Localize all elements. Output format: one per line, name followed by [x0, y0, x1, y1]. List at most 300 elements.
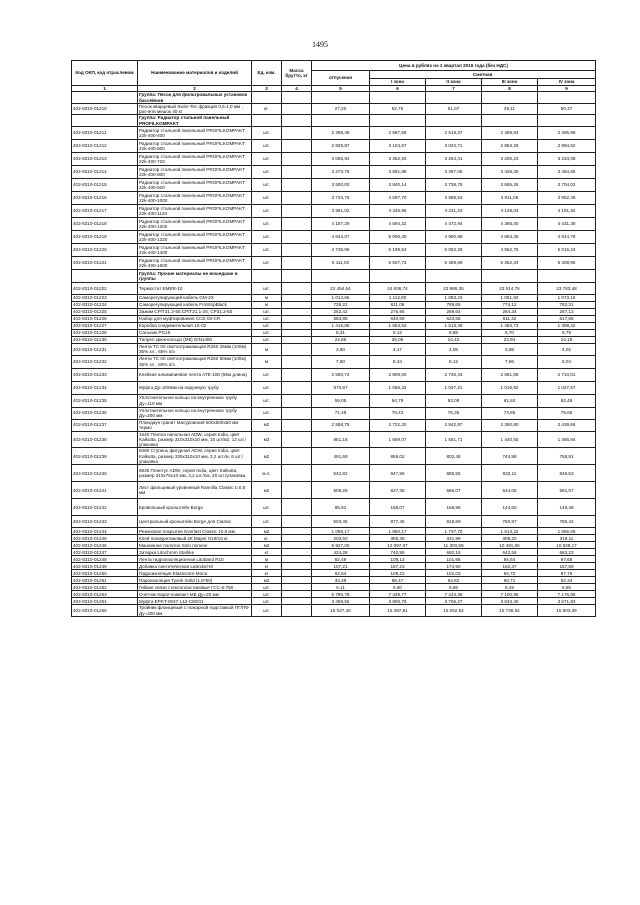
zone1-price: 16 487,81 [370, 605, 426, 617]
zone1-price: 2 722,20 [370, 419, 426, 431]
item-name: Счетчик Карат-компакт-МБ Ду=20 мм [138, 591, 252, 598]
release-price: 542,82 [312, 465, 370, 482]
item-unit: шт. [252, 191, 282, 204]
zone1-price: 859,02 [370, 448, 426, 465]
zone1-price: 64,79 [370, 394, 426, 407]
zone4-price: 3 234,08 [538, 152, 596, 165]
release-price: 1 065,17 [312, 528, 370, 535]
item-name: Радиатор стальной панельный PROFILKOMPAKT 22k-400-1000 [138, 191, 252, 204]
zone1-price: 12 097,07 [370, 542, 426, 549]
item-name: Лента ТС 00 светоотражающая R250 50мм (100м) 35% хл , 65% п/э [138, 355, 252, 368]
item-code: 402-8310-01215 [72, 178, 138, 191]
item-mass [282, 243, 312, 256]
zone1-price: 3 591,88 [370, 165, 426, 178]
zone1-price: 5 095,40 [370, 230, 426, 243]
zone3-price: 760,97 [482, 516, 538, 528]
item-name: Радиатор стальной панельный PROFILKOMPAKT 22k-400-800 [138, 165, 252, 178]
zone4-cell [538, 269, 596, 282]
release-price: 3 469,56 [312, 598, 370, 605]
col-number: 9 [538, 86, 596, 92]
item-mass [282, 516, 312, 528]
item-unit: м [252, 355, 282, 368]
table-row [72, 294, 596, 301]
zone4-price: 1 665,06 [538, 528, 596, 535]
item-name: Гибкие связи стеклопластиковые ГСС-6-750 [138, 584, 252, 591]
zone1-price: 168,07 [370, 499, 426, 516]
zone2-price: 3 706,27 [426, 598, 482, 605]
header-zone-4: IV зона [538, 79, 596, 86]
zone1-price: 4,17 [370, 343, 426, 355]
item-mass [282, 549, 312, 556]
zone3-price: 2 681,65 [482, 368, 538, 381]
zone3-price: 50,71 [482, 577, 538, 584]
zone1-price: 109,13 [370, 556, 426, 563]
table-row [72, 549, 596, 556]
zone4-price: 785,42 [538, 516, 596, 528]
zone1-price: 5 607,73 [370, 256, 426, 269]
col-number: 1 [72, 86, 138, 92]
code-cell [72, 269, 138, 282]
item-unit: шт. [252, 591, 282, 598]
release-price: 2 358,46 [312, 126, 370, 139]
item-mass [282, 563, 312, 570]
item-unit: шт. [252, 217, 282, 230]
zone3-price: 162,37 [482, 563, 538, 570]
table-row [72, 368, 596, 381]
item-unit: шт. [252, 282, 282, 294]
item-name: Лист фальцевый уровневый Rannilla Classic t=0,5 мм [138, 482, 252, 499]
item-mass [282, 256, 312, 269]
zone2-price: 3 264,41 [426, 152, 482, 165]
zone1-price: 78,43 [370, 407, 426, 419]
zone4-price: 50,37 [538, 103, 596, 115]
zone4-price: 5 408,96 [538, 256, 596, 269]
item-code: 402-8310-01221 [72, 256, 138, 269]
item-code: 402-8310-01252 [72, 584, 138, 591]
item-mass [282, 482, 312, 499]
item-unit: м [252, 294, 282, 301]
item-unit: кг [252, 549, 282, 556]
item-unit: кг [252, 570, 282, 577]
zone3-cell [482, 269, 538, 282]
item-name: Коробка соединительная 1S-02 [138, 322, 252, 329]
item-mass [282, 556, 312, 563]
zone4-price: 10 828,17 [538, 542, 596, 549]
item-name: Талреп крюк-кольцо (M6) DIN1480 [138, 336, 252, 343]
release-price: 252,42 [312, 308, 370, 315]
header-estimate-price: Сметная [370, 71, 596, 79]
zone1-price: 740,95 [370, 549, 426, 556]
zone3-price: 822,11 [482, 465, 538, 482]
zone1-cell [370, 269, 426, 282]
table-row [72, 343, 596, 355]
zone3-price: 7 100,95 [482, 591, 538, 598]
zone1-price: 811,06 [370, 301, 426, 308]
release-price: 4 187,29 [312, 217, 370, 230]
zone3-price: 744,98 [482, 448, 538, 465]
item-code: 402-8310-01237 [72, 419, 138, 431]
release-price: 951,18 [312, 431, 370, 448]
table-row [72, 584, 596, 591]
release-price: 2 560,74 [312, 368, 370, 381]
zone4-price: 1 073,16 [538, 294, 596, 301]
zone1-cell [370, 115, 426, 127]
item-name: Затирка Litochrom Starlike [138, 549, 252, 556]
table-row [72, 570, 596, 577]
item-mass [282, 499, 312, 516]
item-mass [282, 315, 312, 322]
zone3-price: 4 148,04 [482, 204, 538, 217]
zone4-price: 1 499,42 [538, 322, 596, 329]
item-code: 402-8310-01230 [72, 336, 138, 343]
item-unit: шт. [252, 329, 282, 336]
zone2-price: 5 062,28 [426, 243, 482, 256]
zone1-price: 3 104,67 [370, 139, 426, 152]
release-price: 3,80 [312, 343, 370, 355]
item-name: Радиатор стальной панельный PROFILKOMPAKT 22k-400-1400 [138, 243, 252, 256]
zone1-price: 1 554,52 [370, 322, 426, 329]
release-price: 3 734,75 [312, 191, 370, 204]
table-row [72, 482, 596, 499]
item-mass [282, 301, 312, 308]
item-code: 402-8310-01248 [72, 556, 138, 563]
zone2-price: 789,65 [426, 301, 482, 308]
zone3-cell [482, 92, 538, 104]
item-name: Уплотнительное кольцо на внутреннюю трубу Ду=200 мм [138, 407, 252, 419]
table-row [72, 556, 596, 563]
table-row [72, 535, 596, 542]
zone2-price: 623,68 [426, 315, 482, 322]
zone4-price: 3 464,56 [538, 165, 596, 178]
zone1-price: 2 587,58 [370, 126, 426, 139]
item-code: 402-8310-01251 [72, 577, 138, 584]
zone2-price: 7 243,36 [426, 591, 482, 598]
table-row [72, 256, 596, 269]
item-unit: шт. [252, 381, 282, 394]
zone4-cell [538, 115, 596, 127]
mass-cell [282, 269, 312, 282]
release-price: 5 111,02 [312, 256, 370, 269]
item-mass [282, 407, 312, 419]
zone2-price: 3 497,06 [426, 165, 482, 178]
zone4-price: 318,11 [538, 535, 596, 542]
item-name: Радиатор стальной панельный PROFILKOMPAKT 22k-400-720 [138, 152, 252, 165]
zone4-price: 24,19 [538, 336, 596, 343]
zone4-price: 768,91 [538, 448, 596, 465]
item-code: 402-8310-01211 [72, 126, 138, 139]
item-mass [282, 178, 312, 191]
item-name: Уплотнительное кольцо на внутреннюю трубу Ду=110 мм [138, 394, 252, 407]
release-price: 970,97 [312, 381, 370, 394]
table-row [72, 542, 596, 549]
item-unit: шт. [252, 322, 282, 329]
zone2-price: 692,16 [426, 549, 482, 556]
release-price: 3 500,00 [312, 178, 370, 191]
release-price: 1 416,85 [312, 322, 370, 329]
zone3-price: 3,98 [482, 343, 538, 355]
release-price: 2 829,87 [312, 139, 370, 152]
release-price: 3 273,75 [312, 165, 370, 178]
zone3-price: 10 491,06 [482, 542, 538, 549]
item-code: 402-8310-01217 [72, 204, 138, 217]
item-name: Плиндаун гранит Масуровский 500х500х50 мм термо [138, 419, 252, 431]
table-row [72, 315, 596, 322]
zone3-price: 8,70 [482, 329, 538, 336]
item-code: 402-8310-01255 [72, 605, 138, 617]
zone2-price: 51,07 [426, 103, 482, 115]
col-number: 7 [426, 86, 482, 92]
table-row [72, 394, 596, 407]
release-price: 22 454,54 [312, 282, 370, 294]
zone2-price: 819,69 [426, 516, 482, 528]
table-row [72, 103, 596, 115]
item-unit: шт. [252, 204, 282, 217]
zone3-cell [482, 115, 538, 127]
zone4-price: 23 763,48 [538, 282, 596, 294]
zone4-price: 8,04 [538, 355, 596, 368]
zone3-price: 15 736,94 [482, 605, 538, 617]
code-cell [72, 115, 138, 127]
item-mass [282, 419, 312, 431]
zone2-price: 3 738,76 [426, 178, 482, 191]
zone2-price: 23 986,35 [426, 282, 482, 294]
release-price: 509,25 [312, 482, 370, 499]
item-unit: м2 [252, 431, 282, 448]
release-price: 27,20 [312, 103, 370, 115]
item-unit: шт. [252, 230, 282, 243]
item-mass [282, 605, 312, 617]
item-name: Радиатор стальной панельный PROFILKOMPAKT 22k-400-920 [138, 178, 252, 191]
zone1-price: 24 636,74 [370, 282, 426, 294]
item-mass [282, 230, 312, 243]
item-mass [282, 577, 312, 584]
mass-cell [282, 115, 312, 127]
zone1-price: 2 809,60 [370, 368, 426, 381]
zone4-price: 3 952,46 [538, 191, 596, 204]
item-mass [282, 343, 312, 355]
zone2-price: 8,12 [426, 355, 482, 368]
zone3-price: 4 385,00 [482, 217, 538, 230]
item-mass [282, 336, 312, 343]
zone2-price: 16 052,54 [426, 605, 482, 617]
zone2-price: 1 513,48 [426, 322, 482, 329]
zone1-price: 7 439,77 [370, 591, 426, 598]
item-name: Саморегулирующий кабель GM-2X [138, 294, 252, 301]
zone2-cell [426, 115, 482, 127]
table-row [72, 563, 596, 570]
item-unit: м.п. [252, 465, 282, 482]
zone2-price: 1 737,70 [426, 528, 482, 535]
zone3-price: 94,72 [482, 570, 538, 577]
item-mass [282, 535, 312, 542]
item-code: 402-8310-01223 [72, 294, 138, 301]
item-unit: м2 [252, 542, 282, 549]
zone2-price: 54,62 [426, 577, 482, 584]
mass-cell [282, 92, 312, 104]
zone1-price: 1 669,07 [370, 431, 426, 448]
price-table [71, 60, 596, 617]
zone2-price: 1 083,23 [426, 294, 482, 301]
release-price: 2 558,78 [312, 419, 370, 431]
item-code: 402-8310-01220 [72, 243, 138, 256]
table-row [72, 528, 596, 535]
table-row [72, 336, 596, 343]
zone3-price: 3 428,30 [482, 165, 538, 178]
zone1-price: 947,96 [370, 465, 426, 482]
item-code: 402-8310-01254 [72, 598, 138, 605]
zone1-price: 355,39 [370, 535, 426, 542]
table-row [72, 381, 596, 394]
item-code: 402-8310-01253 [72, 591, 138, 598]
zone2-price: 174,90 [426, 563, 482, 570]
item-name: Гидроизоляция Elastocem-Mono [138, 570, 252, 577]
zone2-price: 4 960,88 [426, 230, 482, 243]
zone1-cell [370, 92, 426, 104]
zone3-price: 3 633,40 [482, 598, 538, 605]
zone4-price: 782,31 [538, 301, 596, 308]
table-row [72, 139, 596, 152]
header-unit: Ед. изм. [252, 61, 282, 86]
item-name: Тройник фланцевый с пожарной подставкой ПГ/ПФ Ду=200 мм [138, 605, 252, 617]
release-price: 59,05 [312, 394, 370, 407]
page-number: 1495 [312, 40, 328, 49]
header-release-price: отпускная [312, 71, 370, 86]
item-name: Резиновое покрытие Everlast Classic 10,0 мм. [138, 528, 252, 535]
zone3-price: 3 911,09 [482, 191, 538, 204]
table-row [72, 465, 596, 482]
zone4-price: 5 015,24 [538, 243, 596, 256]
zone4-price: 4 914,79 [538, 230, 596, 243]
group-row [72, 92, 596, 104]
zone4-price: 3 704,02 [538, 178, 596, 191]
release-price: 3 055,94 [312, 152, 370, 165]
item-name: Саморегулирующий кабель FroStopBlack [138, 301, 252, 308]
item-unit: м [252, 301, 282, 308]
zone3-price: 49,11 [482, 103, 538, 115]
zone3-price: 1 061,93 [482, 294, 538, 301]
item-mass [282, 528, 312, 535]
zone2-price: 885,55 [426, 465, 482, 482]
item-mass [282, 204, 312, 217]
zone1-price: 187,23 [370, 563, 426, 570]
item-code: 402-8310-01243 [72, 516, 138, 528]
zone1-price: 1 065,33 [370, 381, 426, 394]
zone2-price: 11 300,59 [426, 542, 482, 549]
item-name: Клей полиуретановый 2К Mapei O19/10 кг. [138, 535, 252, 542]
col-number: 6 [370, 86, 426, 92]
release-cell [312, 115, 370, 127]
zone4-price: 561,57 [538, 482, 596, 499]
item-code: 402-8310-01232 [72, 355, 138, 368]
zone3-price: 4 863,35 [482, 230, 538, 243]
header-mass: Масса брутто, кг [282, 61, 312, 86]
col-number: 2 [138, 86, 252, 92]
item-unit: м2 [252, 419, 282, 431]
zone4-price: 2 495,96 [538, 126, 596, 139]
item-name: Муфта EPKT-0047-L12-CEE01 [138, 598, 252, 605]
item-code: 402-8310-01238 [72, 431, 138, 448]
zone3-price: 2 469,84 [482, 126, 538, 139]
release-price: 15 027,40 [312, 605, 370, 617]
item-code: 402-8310-01216 [72, 191, 138, 204]
zone3-price: 308,20 [482, 535, 538, 542]
table-row [72, 178, 596, 191]
table-row [72, 191, 596, 204]
release-price: 62,54 [312, 570, 370, 577]
item-mass [282, 322, 312, 329]
item-name: Муфта Ду=200мм на наружную трубу [138, 381, 252, 394]
item-name: Термостат EMER-10 [138, 282, 252, 294]
table-row [72, 329, 596, 336]
zone3-price: 3 665,26 [482, 178, 538, 191]
item-name: 9460 Ступень фигурная ADW, серия India, цвет Kalkutta, размер 335х310х10 мм, 3,2 шт./м, 6 шт./упаковка [138, 448, 252, 465]
item-code: 402-8310-01235 [72, 394, 138, 407]
release-price: 33,48 [312, 577, 370, 584]
zone3-price: 1 016,82 [482, 381, 538, 394]
release-price: 6 927,00 [312, 542, 370, 549]
zone4-price: 97,76 [538, 570, 596, 577]
release-price: 203,50 [312, 535, 370, 542]
table-row [72, 431, 596, 448]
table-row [72, 217, 596, 230]
zone2-price: 2 735,43 [426, 368, 482, 381]
item-mass [282, 368, 312, 381]
table-row [72, 355, 596, 368]
item-name: Пароизоляция Tyvek Solid (1,5*50) [138, 577, 252, 584]
item-mass [282, 355, 312, 368]
zone4-price: 1 486,84 [538, 431, 596, 448]
zone2-price: 269,64 [426, 308, 482, 315]
zone4-price: 167,59 [538, 563, 596, 570]
zone2-price: 8,88 [426, 329, 482, 336]
item-mass [282, 152, 312, 165]
item-code: 402-8310-01250 [72, 570, 138, 577]
zone4-price: 4 431,38 [538, 217, 596, 230]
release-price: 503,45 [312, 516, 370, 528]
item-code: 402-8310-01210 [72, 103, 138, 115]
zone3-price: 264,34 [482, 308, 538, 315]
item-unit: шт. [252, 368, 282, 381]
table-row [72, 448, 596, 465]
header-price-title: Цена в рублях на 1 квартал 2016 года (без НДС) [312, 61, 596, 71]
item-code: 402-8310-01222 [72, 282, 138, 294]
zone4-price: 267,13 [538, 308, 596, 315]
header-zone-1: I зона [370, 79, 426, 86]
zone2-price: 4,06 [426, 343, 482, 355]
zone4-price: 75,65 [538, 407, 596, 419]
item-mass [282, 139, 312, 152]
table-body [72, 92, 596, 617]
zone2-price: 63,08 [426, 394, 482, 407]
item-name: Сальник PG16 [138, 329, 252, 336]
item-mass [282, 191, 312, 204]
item-mass [282, 448, 312, 465]
zone3-price: 61,84 [482, 394, 538, 407]
table-row [72, 230, 596, 243]
item-name: 8835 Плинтус ADW, серия India, цвет Kalkutta, размер 310х75х10 мм, 3,2 шт./пм, 20 шт./упаковка [138, 465, 252, 482]
item-mass [282, 294, 312, 301]
item-code: 402-8310-01227 [72, 322, 138, 329]
item-code: 402-8310-01226 [72, 315, 138, 322]
zone1-price: 5 199,54 [370, 243, 426, 256]
release-price: 7,60 [312, 355, 370, 368]
unit-cell [252, 269, 282, 282]
zone1-price: 8,34 [370, 355, 426, 368]
zone1-price: 3 806,76 [370, 598, 426, 605]
zone4-price: 2 710,01 [538, 368, 596, 381]
col-number: 4 [282, 86, 312, 92]
release-price: 6 780,79 [312, 591, 370, 598]
